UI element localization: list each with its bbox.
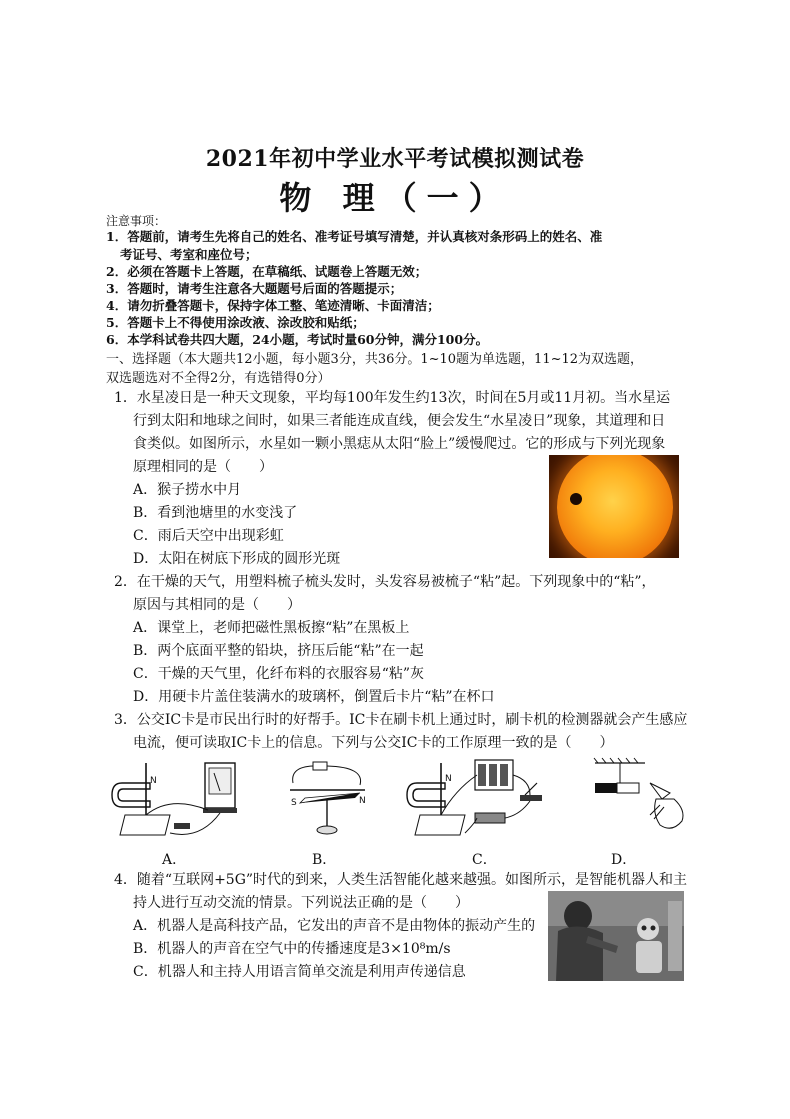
north-pole-label: N (150, 776, 157, 786)
q1-option-d[interactable]: D．太阳在树底下形成的圆形光斑 (133, 551, 341, 567)
question-1-text: 食类似。如图所示，水星如一颗小黑痣从太阳“脸上”缓慢爬过。它的形成与下列光现象 (133, 436, 666, 452)
question-1-text: 原理相同的是（ ） (133, 459, 273, 475)
notice-item: 6．本学科试卷共四大题，24小题，考试时量60分钟，满分100分。 (106, 332, 489, 347)
q4-option-c[interactable]: C．机器人和主持人用语言简单交流是利用声传递信息 (133, 964, 466, 980)
question-4-text: 4．随着“互联网+5G”时代的到来，人类生活智能化越来越强。如图所示，是智能机器人和主 (114, 872, 688, 888)
sun-disc (557, 455, 673, 558)
q1-option-b[interactable]: B．看到池塘里的水变浅了 (133, 505, 298, 521)
q4-option-a[interactable]: A．机器人是高科技产品，它发出的声音不是由物体的振动产生的 (133, 918, 536, 934)
q4-option-b[interactable]: B．机器人的声音在空气中的传播速度是3×10⁸m/s (133, 941, 451, 957)
south-pole-label: S (291, 798, 297, 808)
q2-option-a[interactable]: A．课堂上，老师把磁性黑板擦“粘”在黑板上 (133, 620, 410, 636)
north-pole-label: N (445, 774, 452, 784)
q1-option-a[interactable]: A．猴子捞水中月 (133, 482, 242, 498)
q2-option-d[interactable]: D．用硬卡片盖住装满水的玻璃杯，倒置后卡片“粘”在杯口 (133, 689, 495, 705)
exam-title: 2021年初中学业水平考试模拟测试卷 (205, 146, 585, 172)
mercury-dot (570, 493, 582, 505)
figure-c-motor-diagram (405, 755, 550, 845)
question-2-text: 2．在干燥的天气，用塑料梳子梳头发时，头发容易被梳子“粘”起。下列现象中的“粘”， (114, 574, 656, 590)
question-2-text: 原因与其相同的是（ ） (133, 597, 301, 613)
fig-label-c[interactable]: C． (472, 852, 497, 868)
fig-label-b[interactable]: B． (312, 852, 337, 868)
notice-heading: 注意事项： (106, 214, 167, 228)
notice-item: 3．答题时，请考生注意各大题题号后面的答题提示； (106, 281, 403, 296)
section-heading: 一、选择题（本大题共12小题，每小题3分，共36分。1~10题为单选题，11~12为双选题， (106, 352, 644, 367)
fig-label-a[interactable]: A． (162, 852, 187, 868)
notice-item: 考证号、考室和座位号； (120, 247, 258, 262)
question-4-text: 持人进行互动交流的情景。下列说法正确的是（ ） (133, 895, 469, 911)
q1-option-c[interactable]: C．雨后天空中出现彩虹 (133, 528, 284, 544)
north-pole-label: N (359, 796, 366, 806)
question-3-text: 电流，便可读取IC卡上的信息。下列与公交IC卡的工作原理一致的是（ ） (133, 735, 614, 751)
mercury-transit-image (549, 455, 679, 558)
figure-b-oersted-diagram (285, 755, 375, 845)
notice-item: 5．答题卡上不得使用涂改液、涂改胶和贴纸； (106, 315, 365, 330)
robot-host-photo (548, 891, 684, 981)
subject-title: 物 理（一） (279, 179, 511, 217)
section-heading-cont: 双选题选对不全得2分，有选错得0分） (106, 371, 331, 386)
question-1-text: 行到太阳和地球之间时，如果三者能连成直线，便会发生“水星凌日”现象，其道理和日 (133, 413, 666, 429)
notice-item: 1．答题前，请考生先将自己的姓名、准考证号填写清楚，并认真核对条形码上的姓名、准 (106, 229, 603, 244)
figure-d-magnetization-diagram (590, 755, 690, 845)
question-1-text: 1．水星凌日是一种天文现象，平均每100年发生约13次，时间在5月或11月初。当水星运 (114, 390, 671, 406)
notice-item: 2．必须在答题卡上答题，在草稿纸、试题卷上答题无效； (106, 264, 428, 279)
figure-a-generator-diagram (110, 755, 245, 845)
question-3-text: 3．公交IC卡是市民出行时的好帮手。IC卡在刷卡机上通过时，刷卡机的检测器就会产生感应 (114, 712, 688, 728)
notice-item: 4．请勿折叠答题卡，保持字体工整、笔迹清晰、卡面清洁； (106, 298, 440, 313)
fig-label-d[interactable]: D． (611, 852, 637, 868)
q2-option-c[interactable]: C．干燥的天气里，化纤布料的衣服容易“粘”灰 (133, 666, 425, 682)
q2-option-b[interactable]: B．两个底面平整的铅块，挤压后能“粘”在一起 (133, 643, 424, 659)
